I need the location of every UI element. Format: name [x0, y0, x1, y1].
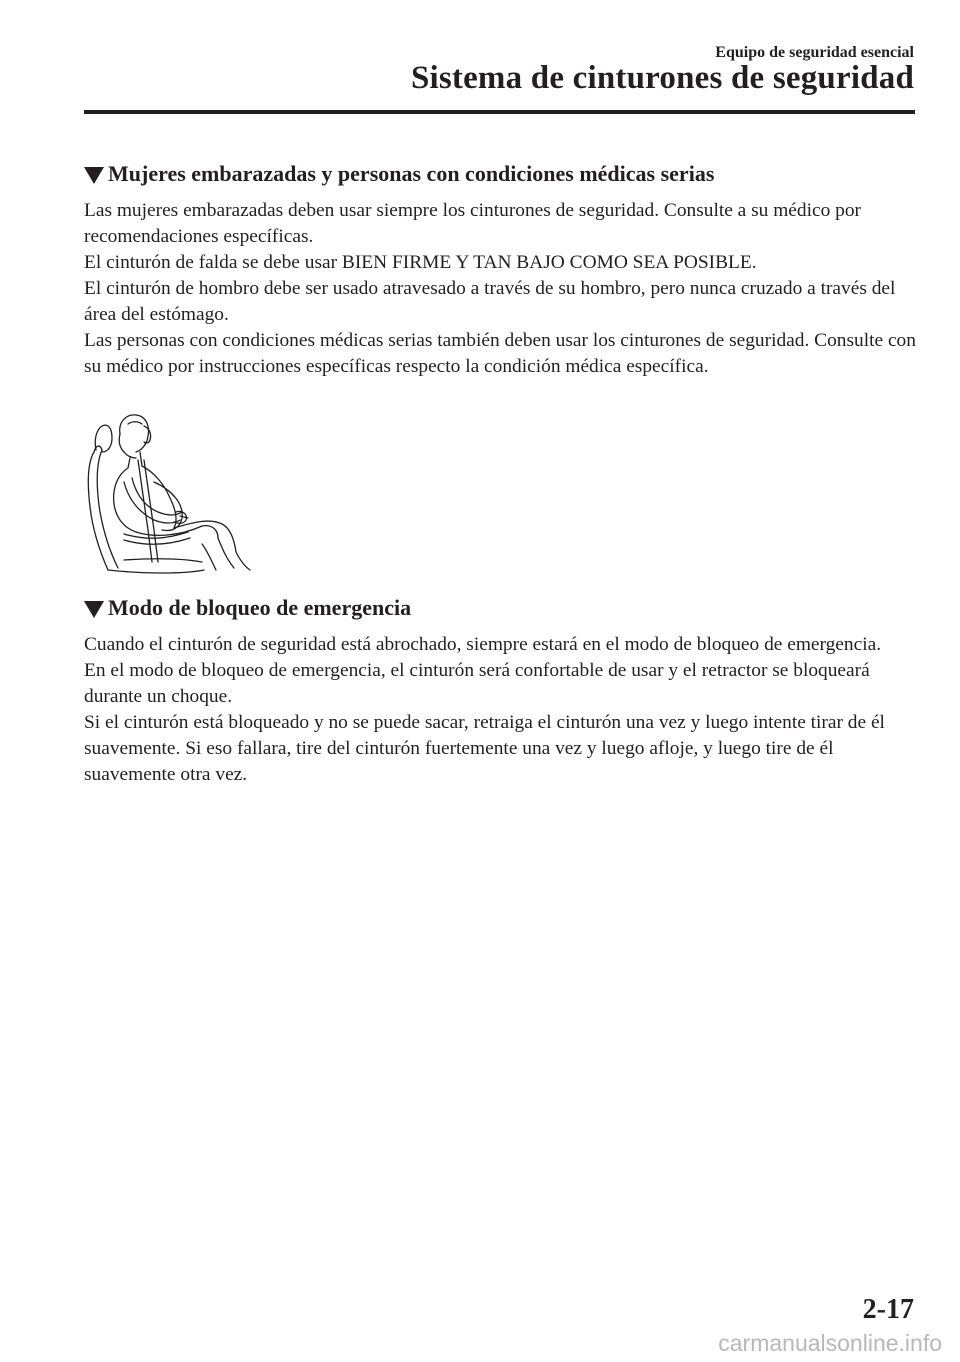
chapter-label: Equipo de seguridad esencial [715, 44, 914, 61]
section-heading [84, 594, 916, 622]
paragraph: El cinturón de falda se debe usar BIEN FIRME Y TAN BAJO COMO SEA POSIBLE. [84, 252, 757, 273]
paragraph: El cinturón de hombro debe ser usado atravesado a través de su hombro, pero nunca cruzado a través del área del estómago. [84, 278, 896, 325]
section-pregnant-women [84, 160, 916, 380]
triangle-down-icon [84, 601, 104, 618]
paragraph: Las personas con condiciones médicas serias también deben usar los cinturones de seguridad. Consulte con su médico por instrucciones específicas respecto la condición médica específica. [84, 330, 916, 377]
paragraph: Cuando el cinturón de seguridad está abrochado, siempre estará en el modo de bloqueo de emergencia. [84, 634, 882, 655]
triangle-down-icon [84, 167, 104, 184]
paragraph: Las mujeres embarazadas deben usar siempre los cinturones de seguridad. Consulte a su médico por recomendaciones específicas. [84, 200, 861, 247]
page-title: Sistema de cinturones de seguridad [410, 60, 914, 96]
section-heading-text: Modo de bloqueo de emergencia [108, 595, 412, 620]
section-heading [84, 160, 916, 188]
section-emergency-locking-mode [84, 594, 916, 788]
header-divider [84, 110, 915, 114]
paragraph: Si el cinturón está bloqueado y no se puede sacar, retraiga el cinturón una vez y luego intente tirar de él suavemente. Si eso fallara, tire del cinturón fuertemente una vez y luego afloje, y luego tire de él suavemente otra vez. [84, 712, 885, 785]
page-number: 2-17 [862, 1294, 914, 1325]
paragraph: En el modo de bloqueo de emergencia, el cinturón será confortable de usar y el retractor se bloqueará durante un choque. [84, 660, 870, 707]
pregnant-woman-seatbelt-illustration [84, 412, 254, 574]
watermark: carmanualsonline.info [718, 1330, 942, 1356]
section-heading-text: Mujeres embarazadas y personas con condiciones médicas serias [108, 161, 715, 186]
